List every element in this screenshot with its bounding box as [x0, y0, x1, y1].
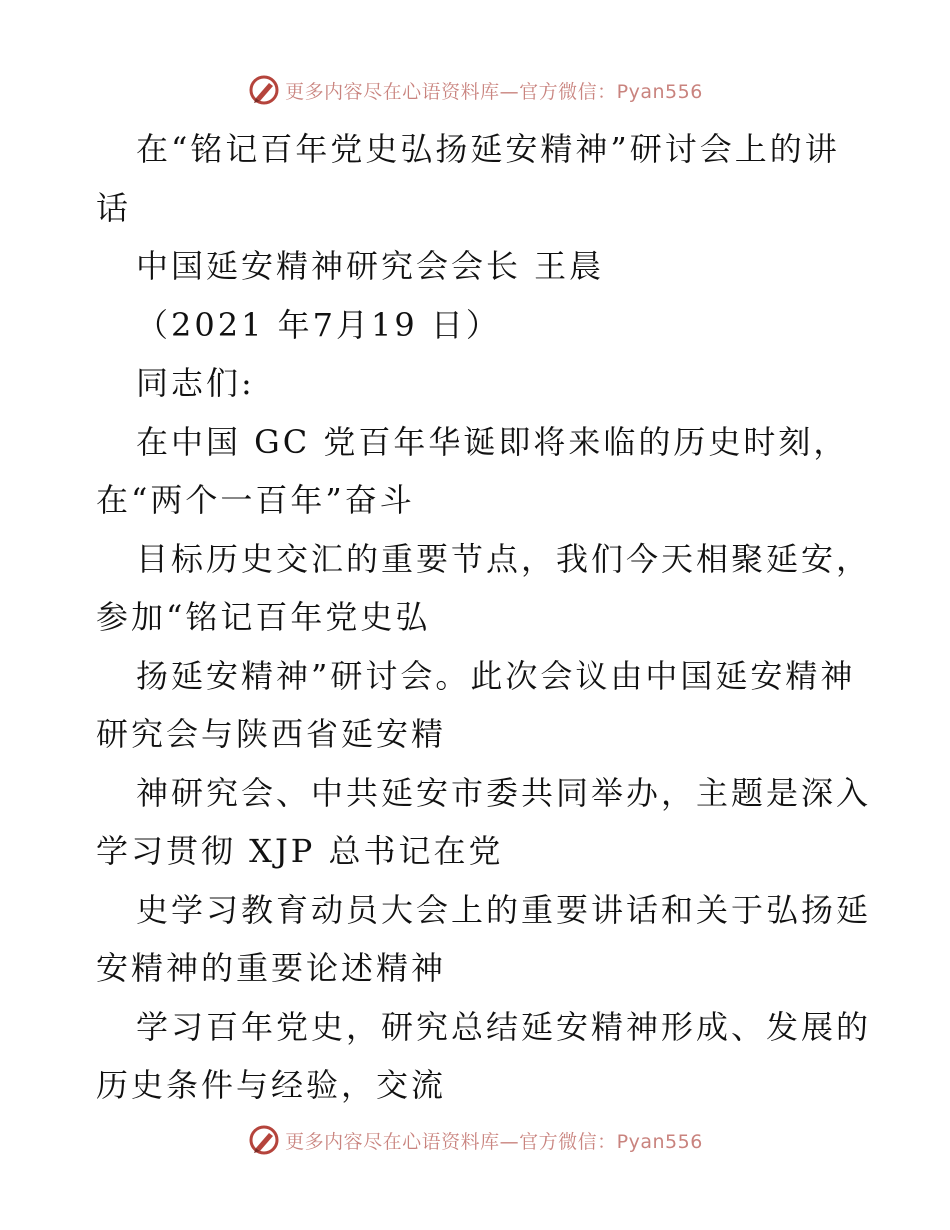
text-line: 学习百年党史，研究总结延安精神形成、发展的 — [136, 1007, 872, 1046]
text-line: 安精神的重要论述精神 — [96, 949, 447, 987]
text-line: 研究会与陕西省延安精 — [96, 715, 447, 753]
text-line: 神研究会、中共延安市委共同举办，主题是深入 — [136, 773, 872, 812]
text-line: 史学习教育动员大会上的重要讲话和关于弘扬延 — [136, 890, 872, 929]
footer-watermark — [0, 1122, 950, 1158]
text-line: 学习贯彻 XJP 总书记在党 — [96, 832, 504, 870]
pen-ring-icon — [247, 73, 281, 107]
document-body — [96, 120, 872, 1115]
text-line: 话 — [96, 188, 132, 227]
text-line: 中国延安精神研究会会长 王晨 — [136, 247, 605, 285]
text-line: 在“铭记百年党史弘扬延安精神”研讨会上的讲 — [136, 130, 840, 168]
text-line: 目标历史交汇的重要节点，我们今天相聚延安， — [136, 539, 872, 578]
watermark-text: 更多内容尽在心语资料库—官方微信：Pyan556 — [285, 1130, 703, 1153]
text-line: 参加“铭记百年党史弘 — [96, 598, 431, 636]
header-watermark — [0, 72, 950, 108]
text-line: （2021 年7月19 日） — [136, 305, 501, 344]
pen-ring-icon — [247, 1123, 281, 1157]
text-line: 历史条件与经验，交流 — [96, 1066, 447, 1104]
watermark-text: 更多内容尽在心语资料库—官方微信：Pyan556 — [285, 80, 703, 103]
text-line: 扬延安精神”研讨会。此次会议由中国延安精神 — [136, 656, 856, 695]
text-line: 同志们: — [136, 364, 255, 402]
text-line: 在“两个一百年”奋斗 — [96, 481, 415, 519]
text-line: 在中国 GC 党百年华诞即将来临的历史时刻， — [136, 422, 849, 461]
